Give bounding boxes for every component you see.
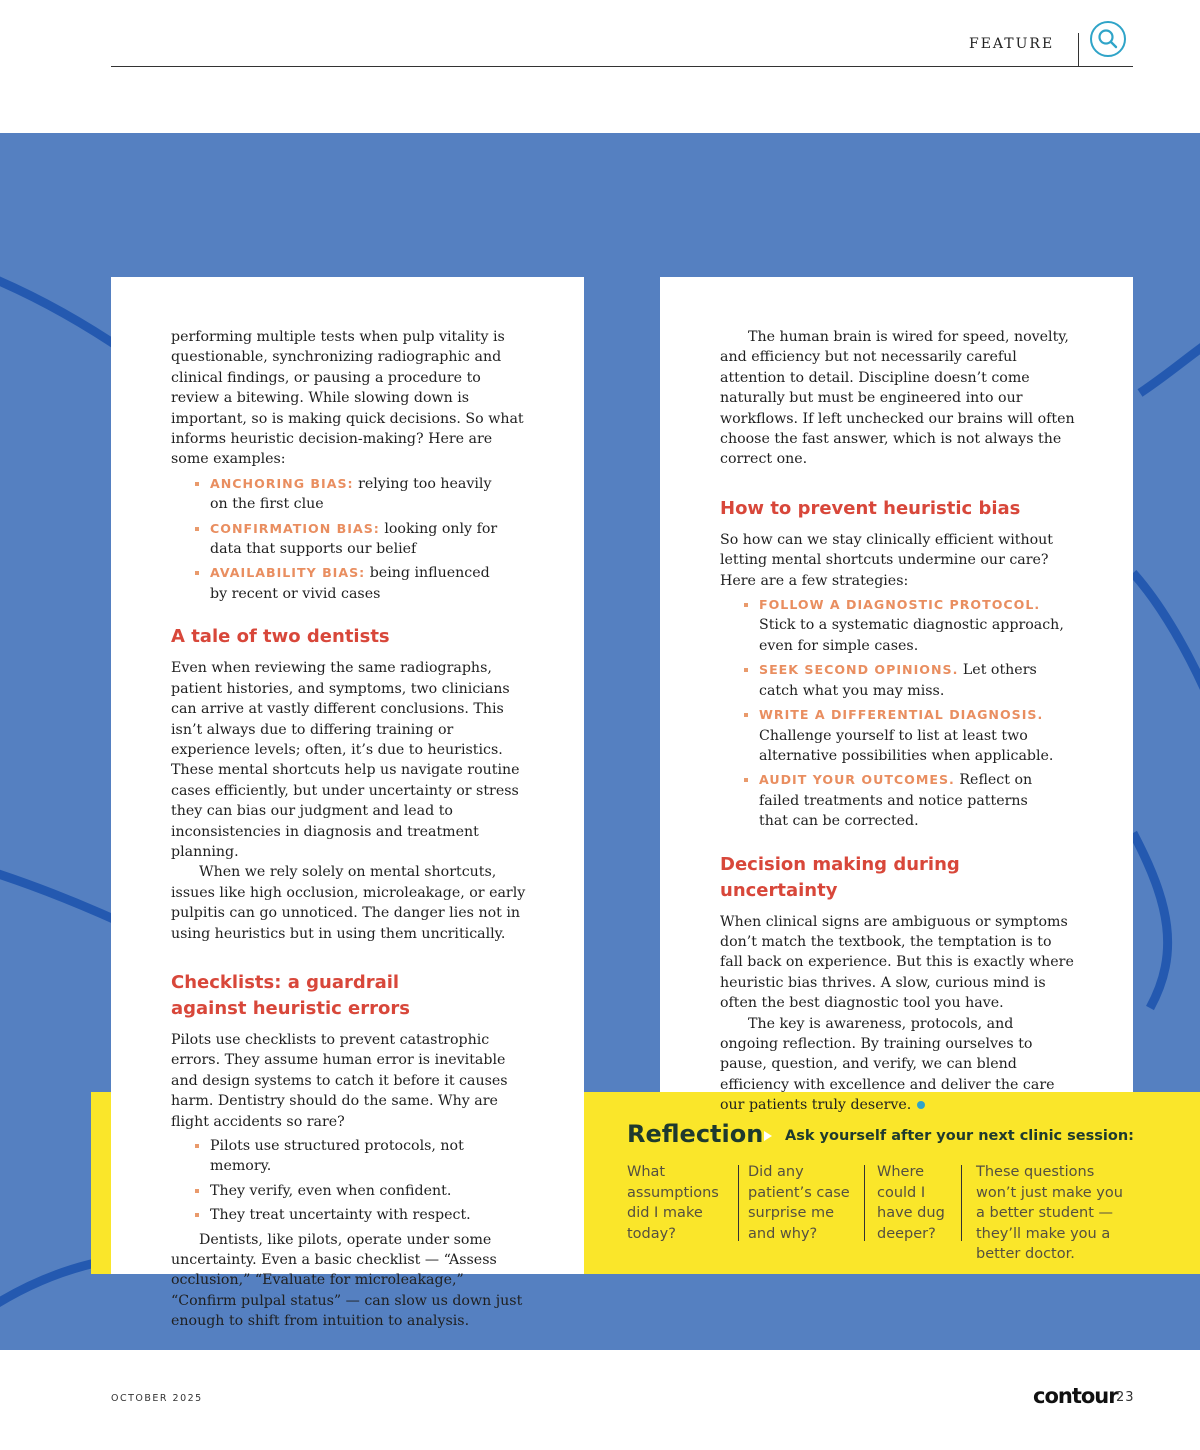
strategy-text: Challenge yourself to list at least two alternative possibilities when applicable. xyxy=(759,727,1054,764)
bias-list xyxy=(209,474,533,604)
right-column-text xyxy=(720,327,1075,1116)
checklists-paragraph-2: Dentists, like pilots, operate under some uncertainty. Even a basic checklist — “Assess occlusion,” “Evaluate for microleakage,” “Confirm pulpal status” — can slow us down just enough to shift from intuition to analysis. xyxy=(171,1231,523,1330)
checklists-paragraph-1: Pilots use checklists to prevent catastrophic errors. They assume human error is inevitable and design systems to catch it before it causes harm. Dentistry should do the same. Why are flight accidents so rare? xyxy=(171,1031,508,1130)
strategy-text: Let others catch what you may miss. xyxy=(759,662,1037,699)
search-icon[interactable] xyxy=(1090,21,1126,57)
right-intro: The human brain is wired for speed, novelty, and efficiency but not necessarily careful attention to detail. Discipline doesn’t come naturally but must be engineered into our workflows. If left unchecked our brains will often choose the fast answer, which is not always the correct one. xyxy=(720,329,1075,468)
bias-text: being influenced by recent or vivid cases xyxy=(210,565,490,602)
strategy-item-second-opinions xyxy=(758,660,1068,701)
bias-item-anchoring xyxy=(209,474,509,515)
arrow-right-icon xyxy=(764,1131,772,1141)
strategy-term: WRITE A DIFFERENTIAL DIAGNOSIS. xyxy=(759,707,1044,723)
heading-tale: A tale of two dentists xyxy=(171,626,390,648)
bias-item-availability xyxy=(209,563,509,604)
reflection-title: Reflection xyxy=(627,1120,764,1148)
bias-term: ANCHORING BIAS: xyxy=(210,475,354,491)
tale-paragraph-1: Even when reviewing the same radiographs, patient histories, and symptoms, two clinicians can arrive at vastly different conclusions. This isn’t always due to differing training or experience levels; often, it’s due to heuristics. These mental shortcuts help us navigate routine cases efficiently, but under uncertainty or stress they can bias our judgment and lead to inconsistencies in diagnosis and treatment planning. xyxy=(171,660,520,860)
header-divider xyxy=(1078,33,1079,67)
uncertainty-paragraph-1: When clinical signs are ambiguous or symptoms don’t match the textbook, the temptation is to fall back on experience. But this is exactly where heuristic bias thrives. A slow, curious mind is often the best diagnostic tool you have. xyxy=(720,913,1074,1012)
strategy-text: Stick to a systematic diagnostic approach, even for simple cases. xyxy=(759,617,1064,654)
prevent-intro: So how can we stay clinically efficient without letting mental shortcuts undermine our care? Here are a few strategies: xyxy=(720,531,1054,589)
strategy-text: Reflect on failed treatments and notice patterns that can be corrected. xyxy=(759,772,1033,830)
reflection-closing: These questions won’t just make you a better student — they’ll make you a better doctor. xyxy=(976,1164,1123,1262)
bias-text: looking only for data that supports our belief xyxy=(210,520,498,558)
section-label: FEATURE xyxy=(969,36,1055,52)
reflection-divider xyxy=(864,1165,865,1241)
strategy-item-protocol xyxy=(758,595,1068,656)
end-mark-icon xyxy=(917,1101,925,1109)
bias-term: AVAILABILITY BIAS: xyxy=(210,565,366,581)
uncertainty-paragraph-2 xyxy=(720,1014,1075,1116)
strategy-item-audit xyxy=(758,770,1048,831)
brand-logo: contour xyxy=(1033,1384,1118,1408)
reflection-question-1: What assumptions did I make today? xyxy=(627,1164,719,1242)
uncertainty-paragraph-2-text: The key is awareness, protocols, and ongoing reflection. By training ourselves to pause, question, and verify, we can blend efficiency with excellence and deliver the care our patients truly deserve. xyxy=(720,1015,1055,1114)
pilot-item: They verify, even when confident. xyxy=(209,1181,529,1201)
left-column-text xyxy=(171,327,533,1332)
bias-text: relying too heavily on the first clue xyxy=(210,475,492,513)
heading-uncertainty: Decision making during uncertainty xyxy=(720,853,960,901)
left-intro: performing multiple tests when pulp vitality is questionable, synchronizing radiographic and clinical findings, or pausing a procedure to review a bitewing. While slowing down is important, so is making quick decisions. So what informs heuristic decision-making? Here are some examples: xyxy=(171,329,524,468)
reflection-subtitle: Ask yourself after your next clinic session: xyxy=(785,1128,1134,1144)
reflection-question-2: Did any patient’s case surprise me and why? xyxy=(748,1164,850,1242)
heading-prevent: How to prevent heuristic bias xyxy=(720,497,1021,519)
page-number: 23 xyxy=(1116,1390,1135,1405)
header-rule xyxy=(111,66,1133,67)
bias-item-confirmation xyxy=(209,519,509,560)
strategy-term: FOLLOW A DIAGNOSTIC PROTOCOL. xyxy=(759,597,1041,613)
bias-term: CONFIRMATION BIAS: xyxy=(210,520,380,536)
reflection-divider xyxy=(738,1165,739,1241)
tale-paragraph-2: When we rely solely on mental shortcuts, issues like high occlusion, microleakage, or early pulpitis can go unnoticed. The danger lies not in using heuristics but in using them uncritically. xyxy=(171,864,526,942)
pilot-item: Pilots use structured protocols, not memory. xyxy=(209,1136,529,1177)
search-icon-glyph xyxy=(1097,28,1119,50)
footer-date: OCTOBER 2025 xyxy=(111,1393,203,1404)
reflection-question-3: Where could I have dug deeper? xyxy=(877,1164,945,1242)
strategy-term: SEEK SECOND OPINIONS. xyxy=(759,662,959,678)
reflection-divider xyxy=(961,1165,962,1241)
strategy-list xyxy=(758,595,1075,831)
heading-checklists: Checklists: a guardrail against heuristic errors xyxy=(171,971,410,1019)
pilot-item: They treat uncertainty with respect. xyxy=(209,1205,529,1225)
strategy-item-differential xyxy=(758,705,1073,766)
strategy-term: AUDIT YOUR OUTCOMES. xyxy=(759,772,955,788)
pilot-list xyxy=(209,1136,533,1226)
